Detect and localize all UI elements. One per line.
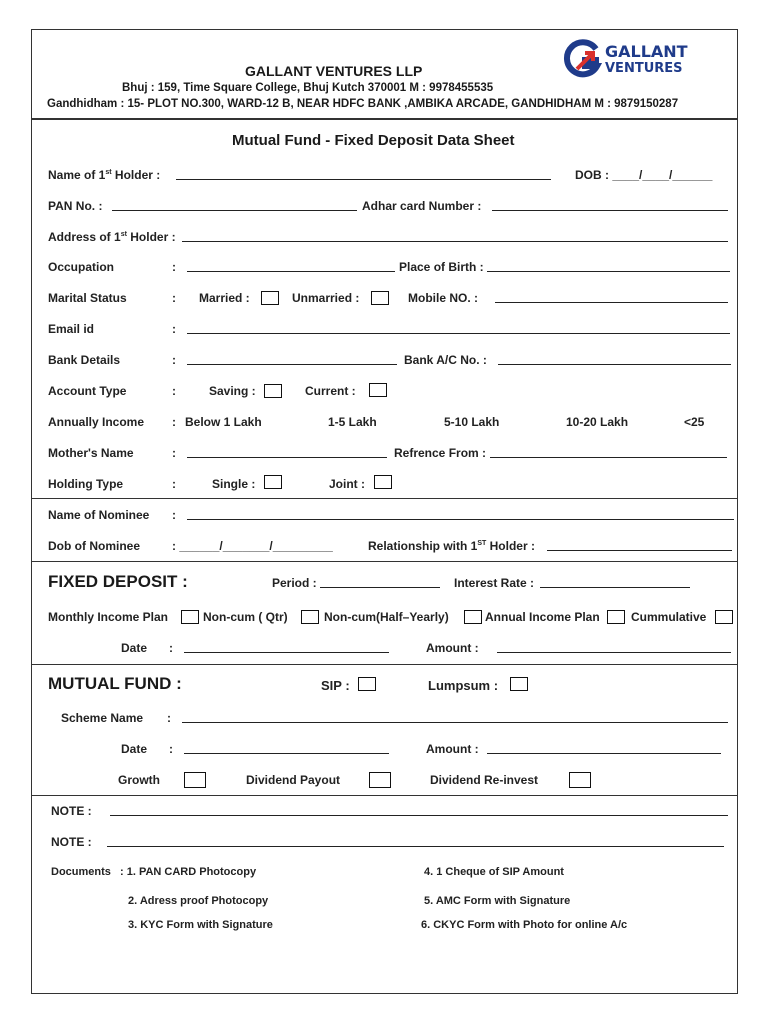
plan-noncum-half-checkbox[interactable] <box>464 610 482 624</box>
nominee-dob-label: Dob of Nominee <box>48 539 140 553</box>
fd-date-field[interactable] <box>184 652 389 653</box>
marital-status-label: Marital Status <box>48 291 127 305</box>
address-label: Address of 1st Holder : <box>48 230 176 244</box>
pan-field[interactable] <box>112 210 357 211</box>
address-bhuj: Bhuj : 159, Time Square College, Bhuj Kutch 370001 M : 9978455535 <box>122 82 494 94</box>
fd-amount-label: Amount : <box>426 641 479 655</box>
colon: : <box>172 353 176 367</box>
document-item: 6. CKYC Form with Photo for online A/c <box>421 919 628 931</box>
colon: : <box>172 508 176 522</box>
income-option[interactable]: Below 1 Lakh <box>185 415 262 429</box>
gallant-logo-icon <box>563 39 603 79</box>
mobile-label: Mobile NO. : <box>408 291 478 305</box>
name-holder-label: Name of 1st Holder : <box>48 168 161 182</box>
sip-checkbox[interactable] <box>358 677 376 691</box>
plan-noncum-qtr-label: Non-cum ( Qtr) <box>203 610 288 624</box>
place-of-birth-field[interactable] <box>487 271 730 272</box>
nominee-name-field[interactable] <box>187 519 734 520</box>
document-item: 2. Adress proof Photocopy <box>128 895 269 907</box>
plan-monthly-label: Monthly Income Plan <box>48 610 169 624</box>
bank-ac-field[interactable] <box>498 364 731 365</box>
single-label: Single : <box>212 477 256 491</box>
plan-noncum-qtr-checkbox[interactable] <box>301 610 319 624</box>
document-item: 3. KYC Form with Signature <box>128 919 273 931</box>
sip-label: SIP : <box>321 678 350 693</box>
plan-monthly-checkbox[interactable] <box>181 610 199 624</box>
relationship-label: Relationship with 1ST Holder : <box>368 539 535 553</box>
header-divider <box>32 118 737 120</box>
fd-date-label: Date <box>121 641 148 655</box>
lumpsum-checkbox[interactable] <box>510 677 528 691</box>
plan-cummulative-checkbox[interactable] <box>715 610 733 624</box>
period-field[interactable] <box>320 587 440 588</box>
dividend-payout-checkbox[interactable] <box>369 772 391 788</box>
company-logo <box>563 39 713 79</box>
mf-amount-field[interactable] <box>487 753 721 754</box>
growth-label: Growth <box>118 773 160 787</box>
dividend-reinvest-checkbox[interactable] <box>569 772 591 788</box>
plan-annual-checkbox[interactable] <box>607 610 625 624</box>
mf-date-field[interactable] <box>184 753 389 754</box>
saving-label: Saving : <box>209 384 256 398</box>
nominee-dob-field[interactable]: : ______/_______/_________ <box>172 539 333 553</box>
colon: : <box>172 322 176 336</box>
section-divider <box>32 664 737 665</box>
unmarried-checkbox[interactable] <box>371 291 389 305</box>
name-holder-field[interactable] <box>176 179 551 180</box>
fixed-deposit-heading: FIXED DEPOSIT : <box>48 572 188 591</box>
section-divider <box>32 795 737 796</box>
colon: : <box>172 415 176 429</box>
address-field[interactable] <box>182 241 728 242</box>
unmarried-label: Unmarried : <box>292 291 360 305</box>
fd-amount-field[interactable] <box>497 652 731 653</box>
married-label: Married : <box>199 291 250 305</box>
address-gandhidham: Gandhidham : 15- PLOT NO.300, WARD-12 B, NEAR HDFC BANK ,AMBIKA ARCADE, GANDHIDHAM M : 9879150287 <box>47 98 679 110</box>
document-item: : 1. PAN CARD Photocopy <box>120 866 257 878</box>
scheme-name-label: Scheme Name <box>61 711 144 725</box>
colon: : <box>172 446 176 460</box>
lumpsum-label: Lumpsum : <box>428 678 499 693</box>
colon: : <box>172 291 176 305</box>
adhar-label: Adhar card Number : <box>362 199 482 213</box>
section-divider <box>32 498 737 499</box>
note-field[interactable] <box>107 846 724 847</box>
documents-label: Documents <box>51 866 111 878</box>
plan-cummulative-label: Cummulative <box>631 610 707 624</box>
income-option[interactable]: 10-20 Lakh <box>566 415 629 429</box>
colon: : <box>172 477 176 491</box>
period-label: Period : <box>272 576 317 590</box>
mutual-fund-heading: MUTUAL FUND : <box>48 674 182 693</box>
saving-checkbox[interactable] <box>264 384 282 398</box>
pan-label: PAN No. : <box>48 199 103 213</box>
form-page <box>31 29 738 994</box>
income-option[interactable]: <25 <box>684 415 705 429</box>
single-checkbox[interactable] <box>264 475 282 489</box>
account-type-label: Account Type <box>48 384 127 398</box>
bank-ac-label: Bank A/C No. : <box>404 353 487 367</box>
place-of-birth-label: Place of Birth : <box>399 260 484 274</box>
logo-line2: VENTURES <box>605 61 683 76</box>
current-checkbox[interactable] <box>369 383 387 397</box>
document-item: 4. 1 Cheque of SIP Amount <box>424 866 564 878</box>
bank-details-field[interactable] <box>187 364 397 365</box>
dividend-reinvest-label: Dividend Re-invest <box>430 773 539 787</box>
occupation-field[interactable] <box>187 271 395 272</box>
colon: : <box>169 742 173 756</box>
note-label: NOTE : <box>51 835 92 849</box>
growth-checkbox[interactable] <box>184 772 206 788</box>
scheme-name-field[interactable] <box>182 722 728 723</box>
joint-label: Joint : <box>329 477 365 491</box>
document-item: 5. AMC Form with Signature <box>424 895 571 907</box>
current-label: Current : <box>305 384 356 398</box>
joint-checkbox[interactable] <box>374 475 392 489</box>
holding-type-label: Holding Type <box>48 477 124 491</box>
annual-income-label: Annually Income <box>48 415 145 429</box>
adhar-field[interactable] <box>492 210 728 211</box>
note-field[interactable] <box>110 815 728 816</box>
company-name: GALLANT VENTURES LLP <box>245 63 423 79</box>
reference-field[interactable] <box>490 457 727 458</box>
nominee-name-label: Name of Nominee <box>48 508 150 522</box>
relationship-field[interactable] <box>547 550 732 551</box>
reference-label: Refrence From : <box>394 446 487 460</box>
colon: : <box>169 641 173 655</box>
bank-details-label: Bank Details <box>48 353 121 367</box>
mothers-name-label: Mother's Name <box>48 446 134 460</box>
section-divider <box>32 561 737 562</box>
plan-noncum-half-label: Non-cum(Half–Yearly) <box>324 610 449 624</box>
email-label: Email id <box>48 322 95 336</box>
colon: : <box>172 384 176 398</box>
form-title: Mutual Fund - Fixed Deposit Data Sheet <box>232 132 515 149</box>
colon: : <box>172 260 176 274</box>
colon: : <box>167 711 171 725</box>
married-checkbox[interactable] <box>261 291 279 305</box>
mf-date-label: Date <box>121 742 148 756</box>
interest-rate-field[interactable] <box>540 587 690 588</box>
dividend-payout-label: Dividend Payout <box>246 773 341 787</box>
mothers-name-field[interactable] <box>187 457 387 458</box>
income-option[interactable]: 1-5 Lakh <box>328 415 377 429</box>
mobile-field[interactable] <box>495 302 728 303</box>
income-option[interactable]: 5-10 Lakh <box>444 415 500 429</box>
occupation-label: Occupation <box>48 260 115 274</box>
logo-line1: GALLANT <box>605 42 688 61</box>
note-label: NOTE : <box>51 804 92 818</box>
dob-field[interactable]: DOB : ____/____/______ <box>575 168 713 182</box>
interest-rate-label: Interest Rate : <box>454 576 535 590</box>
mf-amount-label: Amount : <box>426 742 479 756</box>
email-field[interactable] <box>187 333 730 334</box>
plan-annual-label: Annual Income Plan <box>485 610 600 624</box>
